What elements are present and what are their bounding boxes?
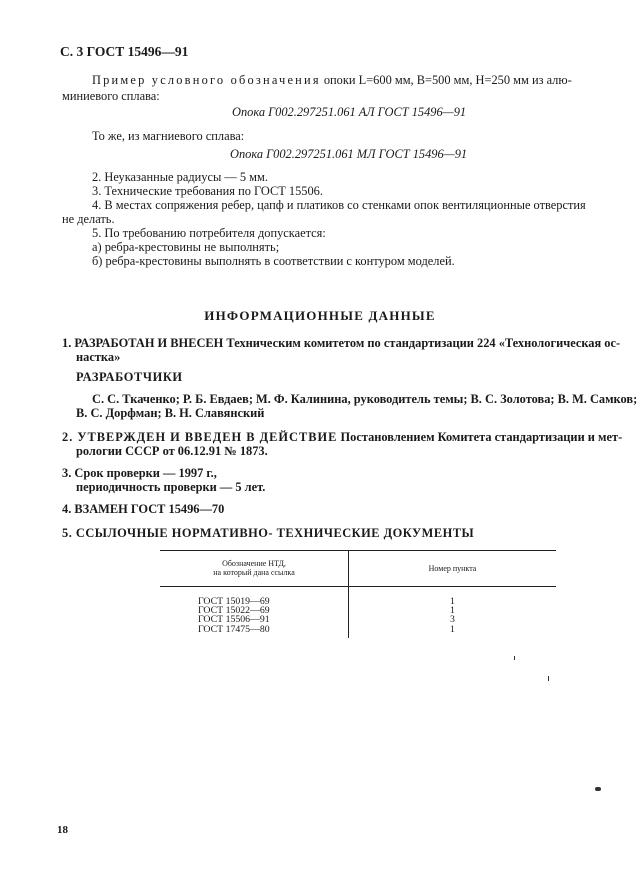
example-lead: Пример условного обозначения [92,73,321,87]
note-4: 4. В местах сопряжения ребер, цапф и платиков со стенками опок вентиляционные отверстия [92,198,586,212]
reference-documents-table [160,550,556,638]
info-item-1-cont: настка» [76,350,121,364]
table-cell-doc: ГОСТ 15022—69 [160,606,349,615]
note-5a: а) ребра-крестовины не выполнять; [92,240,280,254]
table-header-doc-line-2: на который дана ссылка [213,568,295,577]
scan-speck [514,656,515,660]
table-cell-item: 1 [450,605,455,617]
table-cell-doc: ГОСТ 17475—80 [160,625,349,638]
page-header: С. 3 ГОСТ 15496—91 [60,44,189,59]
scan-speck [548,676,549,681]
info-item-1-heading: 1. РАЗРАБОТАН И ВНЕСЕН [62,336,224,350]
same-magnesium: То же, из магниевого сплава: [92,129,245,143]
table-header-doc-line-1: Обозначение НТД, [222,559,286,568]
example-line-2: миниевого сплава: [62,89,160,103]
developers-line-2: В. С. Дорфман; В. Н. Славянский [76,406,265,420]
info-item-3-line-2: периодичность проверки — 5 лет. [76,480,266,494]
info-item-3-line-1: 3. Срок проверки — 1997 г., [62,466,217,480]
developers-line-1: С. С. Ткаченко; Р. Б. Евдаев; М. Ф. Калинина, руководитель темы; В. С. Золотова; В. М. Самков; [92,392,638,406]
note-4-cont: не делать. [62,212,115,226]
note-2: 2. Неуказанные радиусы — 5 мм. [92,170,268,184]
info-item-1 [62,335,620,351]
info-item-5: 5. ССЫЛОЧНЫЕ НОРМАТИВНО- ТЕХНИЧЕСКИЕ ДОКУМЕНТЫ [62,526,475,540]
info-item-2-cont: рологии СССР от 06.12.91 № 1873. [76,444,268,458]
info-item-2-text: Постановлением Комитета стандартизации и мет- [337,430,623,444]
info-item-1-text: Техническим комитетом по стандартизации 224 «Технологическая ос- [223,336,621,350]
info-title: ИНФОРМАЦИОННЫЕ ДАННЫЕ [204,308,436,323]
table-cell-item: 1 [450,596,455,607]
table-header-item: Номер пункта [349,551,557,587]
table-row [160,587,556,607]
table-cell-item: 3 [450,614,455,626]
note-5: 5. По требованию потребителя допускается: [92,226,326,240]
table-row [160,625,556,638]
example-rest: опоки L=600 мм, B=500 мм, H=250 мм из алю- [320,73,572,87]
table-cell-doc: ГОСТ 15506—91 [160,615,349,624]
designation-magnesium: Опока Г002.297251.061 МЛ ГОСТ 15496—91 [230,147,468,161]
designation-aluminium: Опока Г002.297251.061 АЛ ГОСТ 15496—91 [232,105,467,119]
note-5b: б) ребра-крестовины выполнять в соответствии с контуром моделей. [92,254,455,268]
info-item-4: 4. ВЗАМЕН ГОСТ 15496—70 [62,502,225,516]
note-3: 3. Технические требования по ГОСТ 15506. [92,184,323,198]
example-line-1 [92,72,572,88]
page-number: 18 [57,824,68,836]
developers-title: РАЗРАБОТЧИКИ [76,370,183,384]
table-cell-item: 1 [450,623,455,635]
table-header-row [160,551,556,587]
info-item-2-heading: 2. УТВЕРЖДЕН И ВВЕДЕН В ДЕЙСТВИЕ [62,430,338,444]
scan-speck [595,787,601,791]
table-cell-doc: ГОСТ 15019—69 [160,587,349,607]
table-header-doc [160,551,349,587]
